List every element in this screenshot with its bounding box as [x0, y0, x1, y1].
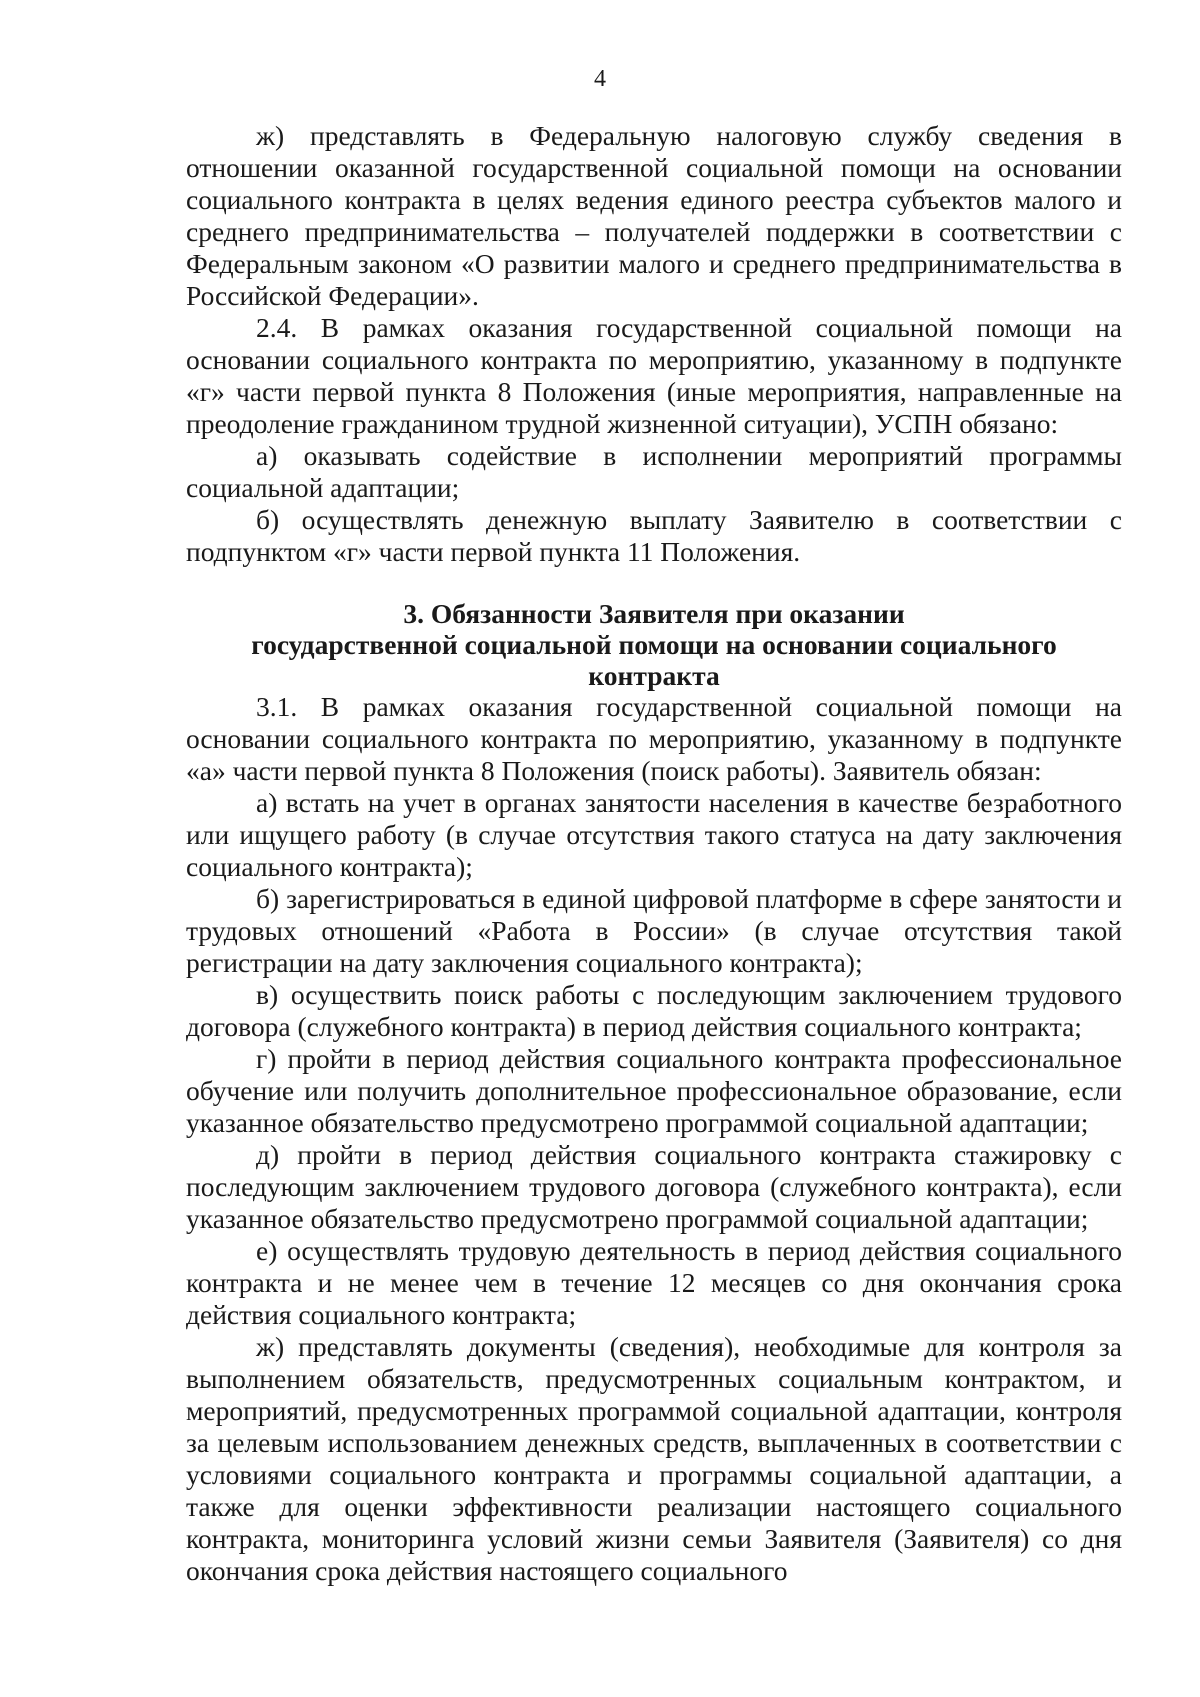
- paragraph-3-1-e: е) осуществлять трудовую деятельность в период действия социального контракта и не менее чем в течение 12 месяцев со дня окончания срока действия социального контракта;: [186, 1235, 1122, 1330]
- paragraph-2-4: 2.4. В рамках оказания государственной социальной помощи на основании социального контракта по мероприятию, указанному в подпункте «г» части первой пункта 8 Положения (иные мероприятия, направленные на преодоление гражданином трудной жизненной ситуации), УСПН обязано:: [186, 312, 1122, 439]
- document-body: [186, 120, 1122, 1587]
- paragraph-3-1-v: в) осуществить поиск работы с последующим заключением трудового договора (служебного контракта) в период действия социального контракта;: [186, 979, 1122, 1042]
- section-title-line-2: государственной социальной помощи на основании социального контракта: [251, 629, 1057, 691]
- paragraph-3-1-b: б) зарегистрироваться в единой цифровой платформе в сфере занятости и трудовых отношений «Работа в России» (в случае отсутствия такой регистрации на дату заключения социального контракта);: [186, 883, 1122, 978]
- section-gap: [186, 568, 1122, 598]
- paragraph-2-4-a: а) оказывать содействие в исполнении мероприятий программы социальной адаптации;: [186, 440, 1122, 503]
- paragraph-3-1-d: д) пройти в период действия социального контракта стажировку с последующим заключением трудового договора (служебного контракта), если указанное обязательство предусмотрено программой социальной адаптации;: [186, 1139, 1122, 1234]
- paragraph-3-1: 3.1. В рамках оказания государственной социальной помощи на основании социального контракта по мероприятию, указанному в подпункте «а» части первой пункта 8 Положения (поиск работы). Заявитель обязан:: [186, 691, 1122, 786]
- paragraph-3-1-g: г) пройти в период действия социального контракта профессиональное обучение или получить дополнительное профессиональное образование, если указанное обязательство предусмотрено программой социальной адаптации;: [186, 1043, 1122, 1138]
- paragraph-2-4-b: б) осуществлять денежную выплату Заявителю в соответствии с подпунктом «г» части первой пункта 11 Положения.: [186, 504, 1122, 567]
- section-title-line-1: 3. Обязанности Заявителя при оказании: [403, 598, 905, 629]
- paragraph-zh-tax-service: ж) представлять в Федеральную налоговую службу сведения в отношении оказанной государственной социальной помощи на основании социального контракта в целях ведения единого реестра субъектов малого и среднего предпринимательства – получателей поддержки в соответствии с Федеральным законом «О развитии малого и среднего предпринимательства в Российской Федерации».: [186, 120, 1122, 311]
- paragraph-3-1-a: а) встать на учет в органах занятости населения в качестве безработного или ищущего работу (в случае отсутствия такого статуса на дату заключения социального контракта);: [186, 787, 1122, 882]
- paragraph-3-1-zh: ж) представлять документы (сведения), необходимые для контроля за выполнением обязательств, предусмотренных социальным контрактом, и мероприятий, предусмотренных программой социальной адаптации, контроля за целевым использованием денежных средств, выплаченных в соответствии с условиями социального контракта и программы социальной адаптации, а также для оценки эффективности реализации настоящего социального контракта, мониторинга условий жизни семьи Заявителя (Заявителя) со дня окончания срока действия настоящего социального: [186, 1331, 1122, 1586]
- page-number: 4: [594, 66, 606, 92]
